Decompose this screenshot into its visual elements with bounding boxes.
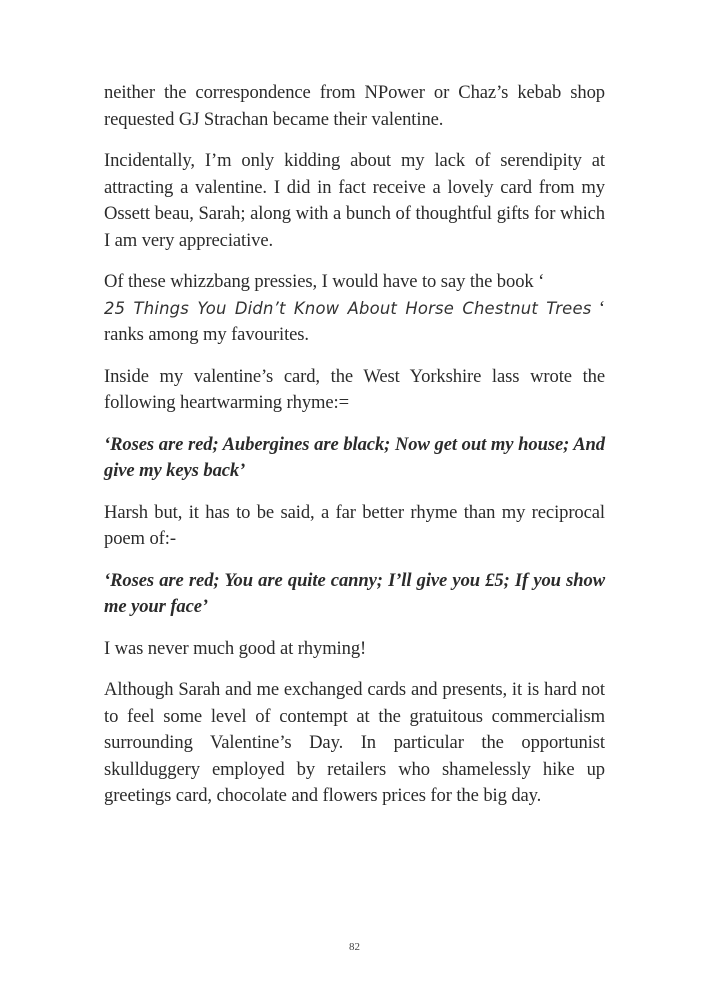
page-number: 82 (349, 941, 360, 953)
pressies-intro-text: Of these whizzbang pressies, I would have to say the book ‘ (104, 271, 545, 292)
page-body (104, 80, 605, 810)
book-title: 25 Things You Didn’t Know About Horse Chestnut Trees (104, 298, 592, 318)
rhyme-quote-reciprocal: ‘Roses are red; You are quite canny; I’ll give you £5; If you show me your face’ (104, 569, 605, 617)
paragraph-pressies (104, 269, 605, 349)
paragraph-harsh: Harsh but, it has to be said, a far better rhyme than my reciprocal poem of:- (104, 501, 605, 549)
paragraph-rhyming: I was never much good at rhyming! (104, 637, 367, 659)
pressies-outro-text: ‘ ranks among my favourites. (104, 297, 605, 345)
paragraph-commercialism: Although Sarah and me exchanged cards and presents, it is hard not to feel some level of contempt at the gratuitous commercialism surrounding Valentine’s Day. In particular the opportunist skullduggery employed by retailers who shamelessly hike up greetings card, chocolate and flowers prices for the big day. (104, 679, 605, 806)
paragraph-valentine-card: Inside my valentine’s card, the West Yorkshire lass wrote the following heartwarming rhyme:= (104, 365, 605, 413)
paragraph-incidentally: Incidentally, I’m only kidding about my lack of serendipity at attracting a valentine. I did in fact receive a lovely card from my Ossett beau, Sarah; along with a bunch of thoughtful gifts for which I am very appreciative. (104, 150, 605, 251)
rhyme-quote-sarah: ‘Roses are red; Aubergines are black; Now get out my house; And give my keys back’ (104, 433, 605, 481)
paragraph-correspondence: neither the correspondence from NPower or Chaz’s kebab shop requested GJ Strachan became their valentine. (104, 82, 605, 130)
